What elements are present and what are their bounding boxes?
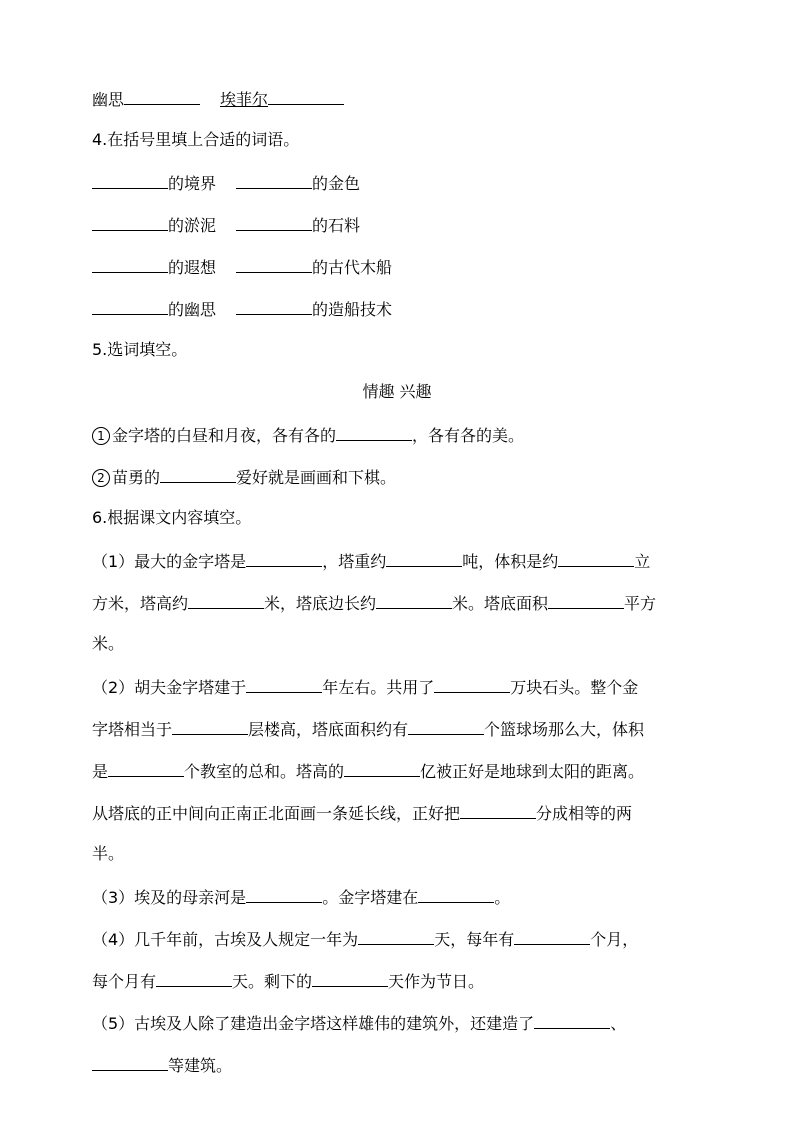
text: （4）几千年前，古埃及人规定一年为 [92, 930, 359, 949]
q6-title: 6.根据课文内容填空。 [92, 508, 252, 527]
q6-p2-line1 [92, 675, 704, 699]
text: 个教室的总和。塔高的 [184, 762, 345, 781]
phrase: 的石料 [312, 216, 361, 235]
text: （1）最大的金字塔是 [92, 552, 247, 571]
q4-row-2 [92, 213, 704, 237]
answer-blank[interactable] [246, 885, 322, 903]
answer-blank[interactable] [236, 213, 312, 231]
text: 个月， [590, 930, 639, 949]
answer-blank[interactable] [246, 675, 322, 693]
phrase: 的幽思 [168, 300, 217, 319]
phrase: 的遐想 [168, 258, 217, 277]
text: （2）胡夫金字塔建于 [92, 678, 247, 697]
word-row-top [92, 87, 704, 111]
answer-blank[interactable] [434, 675, 510, 693]
answer-blank[interactable] [418, 885, 494, 903]
q4-row-1 [92, 171, 704, 195]
q6-p2-line5 [92, 843, 704, 865]
q5-sentence-1 [92, 423, 704, 447]
text: 年左右。共用了 [322, 678, 435, 697]
text: 万块石头。整个金 [510, 678, 639, 697]
text: ，塔重约 [322, 552, 387, 571]
text: 字塔相当于 [92, 720, 173, 739]
q5-title: 5.选词填空。 [92, 340, 188, 359]
q4-row-3 [92, 255, 704, 279]
text: 个篮球场那么大，体积 [484, 720, 645, 739]
answer-blank[interactable] [268, 87, 344, 105]
text: 吨，体积是约 [462, 552, 559, 571]
q6-p4-line1 [92, 927, 704, 951]
q6-p2-line4 [92, 801, 704, 825]
answer-blank[interactable] [548, 591, 624, 609]
phrase: 的古代木船 [312, 258, 393, 277]
phrase: 的境界 [168, 174, 217, 193]
text: 方米，塔高约 [92, 594, 189, 613]
q6-p3 [92, 885, 704, 909]
text: 亿被正好是地球到太阳的距离。 [420, 762, 645, 781]
answer-blank[interactable] [246, 549, 322, 567]
answer-blank[interactable] [386, 549, 462, 567]
text: 平方 [624, 594, 657, 613]
answer-blank[interactable] [460, 801, 536, 819]
text: 从塔底的正中间向正南正北面画一条延长线，正好把 [92, 804, 461, 823]
text: 立 [634, 552, 651, 571]
answer-blank[interactable] [514, 927, 590, 945]
answer-blank[interactable] [92, 171, 168, 189]
q6-p2-line3 [92, 759, 704, 783]
sentence-text: 爱好就是画画和下棋。 [236, 468, 397, 487]
answer-blank[interactable] [236, 171, 312, 189]
text: 米。塔底面积 [452, 594, 549, 613]
text: 天。剩下的 [232, 972, 313, 991]
answer-blank[interactable] [92, 213, 168, 231]
word-eiffel: 埃菲尔 [220, 90, 269, 109]
q6-p1-line2 [92, 591, 704, 615]
answer-blank[interactable] [92, 255, 168, 273]
text: 分成相等的两 [536, 804, 633, 823]
text: （3）埃及的母亲河是 [92, 888, 247, 907]
text: 天，每年有 [434, 930, 515, 949]
q4-row-4 [92, 297, 704, 321]
text: 米。 [92, 634, 125, 653]
text: 每个月有 [92, 972, 157, 991]
text: 半。 [92, 844, 125, 863]
q5-sentence-2 [92, 465, 704, 489]
sentence-text: 苗勇的 [112, 468, 161, 487]
phrase: 的造船技术 [312, 300, 393, 319]
text: 等建筑。 [168, 1056, 233, 1075]
text: 。 [494, 888, 511, 907]
sentence-text: 金字塔的白昼和月夜，各有各的 [112, 426, 337, 445]
circled-number: 1 [92, 427, 110, 445]
q6-p1-line1 [92, 549, 704, 573]
circled-number: 2 [92, 469, 110, 487]
text: （5）古埃及人除了建造出金字塔这样雄伟的建筑外，还建造了 [92, 1014, 535, 1033]
text: 是 [92, 762, 109, 781]
answer-blank[interactable] [188, 591, 264, 609]
word-youai: 幽思 [92, 90, 125, 109]
answer-blank[interactable] [344, 759, 420, 777]
text: 、 [610, 1014, 627, 1033]
q6-p5-line1 [92, 1011, 704, 1035]
answer-blank[interactable] [172, 717, 248, 735]
text: 米，塔底边长约 [264, 594, 377, 613]
answer-blank[interactable] [124, 87, 200, 105]
answer-blank[interactable] [236, 297, 312, 315]
answer-blank[interactable] [92, 297, 168, 315]
answer-blank[interactable] [376, 591, 452, 609]
q5-options: 情趣 兴趣 [362, 382, 432, 401]
q6-p2-line2 [92, 717, 704, 741]
text: 。金字塔建在 [322, 888, 419, 907]
sentence-text: ，各有各的美。 [412, 426, 525, 445]
answer-blank[interactable] [408, 717, 484, 735]
answer-blank[interactable] [336, 423, 412, 441]
answer-blank[interactable] [160, 465, 236, 483]
text: 天作为节日。 [388, 972, 485, 991]
q4-title: 4.在括号里填上合适的词语。 [92, 130, 300, 149]
answer-blank[interactable] [558, 549, 634, 567]
text: 层楼高，塔底面积约有 [248, 720, 409, 739]
q6-p1-line3 [92, 633, 704, 655]
answer-blank[interactable] [156, 969, 232, 987]
answer-blank[interactable] [236, 255, 312, 273]
answer-blank[interactable] [534, 1011, 610, 1029]
phrase: 的淤泥 [168, 216, 217, 235]
phrase: 的金色 [312, 174, 361, 193]
q6-p5-line2 [92, 1053, 704, 1077]
answer-blank[interactable] [92, 1053, 168, 1071]
answer-blank[interactable] [312, 969, 388, 987]
answer-blank[interactable] [358, 927, 434, 945]
answer-blank[interactable] [108, 759, 184, 777]
q6-p4-line2 [92, 969, 704, 993]
